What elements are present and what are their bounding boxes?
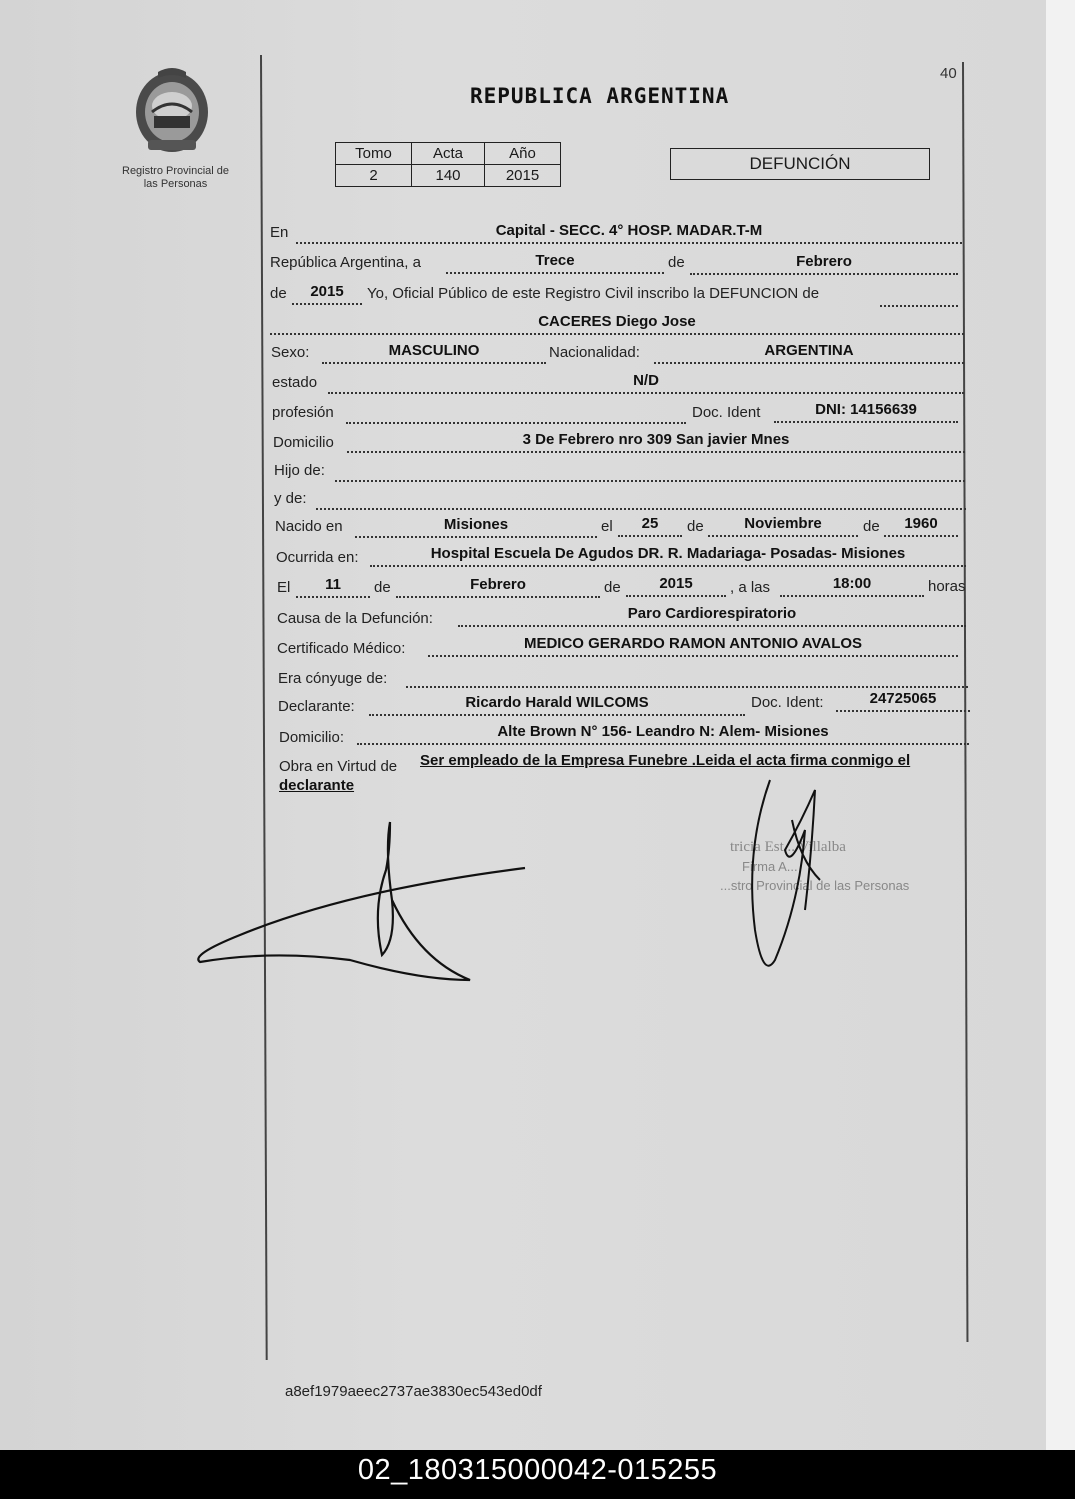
left-margin-line (260, 55, 268, 1360)
field-nacido-en: Misiones (355, 516, 597, 538)
record-type-box: DEFUNCIÓN (670, 148, 930, 180)
acta-value: 140 (412, 165, 485, 187)
stamp-line-2: Firma A... (742, 859, 798, 874)
stamp-line-1: tricia Est... Villalba (730, 839, 846, 855)
field-domicilio: 3 De Febrero nro 309 San javier Mnes (347, 431, 965, 453)
field-dia: Trece (446, 252, 664, 274)
label-certificado: Certificado Médico: (277, 640, 406, 657)
record-table (335, 142, 561, 187)
field-obra-line1: Ser empleado de la Empresa Funebre .Leida el acta firma conmigo el (420, 752, 911, 769)
field-nombre: CACERES Diego Jose (270, 313, 964, 335)
field-declarante-domicilio: Alte Brown N° 156- Leandro N: Alem- Misiones (357, 723, 969, 745)
label-sexo: Sexo: (271, 344, 310, 361)
label-domicilio: Domicilio (273, 434, 334, 451)
label-de-3: de (687, 518, 704, 535)
field-def-anio: 2015 (626, 575, 726, 597)
anio-header: Año (485, 143, 561, 165)
label-el-cap: El (277, 579, 291, 596)
document-title: REPUBLICA ARGENTINA (470, 84, 730, 108)
label-de-6: de (604, 579, 621, 596)
label-estado: estado (272, 374, 318, 391)
label-el: el (601, 518, 613, 535)
record-table-value-row (336, 165, 561, 187)
label-hijo-de: Hijo de: (274, 462, 325, 479)
field-def-hora: 18:00 (780, 575, 924, 597)
label-causa: Causa de la Defunción: (277, 610, 433, 627)
field-certificado: MEDICO GERARDO RAMON ANTONIO AVALOS (428, 635, 958, 657)
field-profesion (346, 402, 686, 424)
label-horas: horas (928, 578, 966, 595)
field-mes: Febrero (690, 253, 958, 275)
field-lugar: Capital - SECC. 4° HOSP. MADAR.T-M (296, 222, 962, 244)
field-sexo: MASCULINO (322, 342, 546, 364)
label-domicilio-2: Domicilio: (279, 729, 345, 746)
field-nacido-dia: 25 (618, 515, 682, 537)
field-def-mes: Febrero (396, 576, 600, 598)
page-edge (1046, 0, 1075, 1450)
label-oficial: Yo, Oficial Público de este Registro Civil inscribo la DEFUNCION de (367, 285, 820, 302)
field-nacido-anio: 1960 (884, 515, 958, 537)
field-def-dia: 11 (296, 576, 370, 598)
field-nacido-mes: Noviembre (708, 515, 858, 537)
label-declarante: Declarante: (278, 698, 355, 715)
label-doc-ident: Doc. Ident (692, 404, 761, 421)
tomo-value: 2 (336, 165, 412, 187)
registry-line-1: Registro Provincial de (122, 165, 229, 177)
label-y-de: y de: (274, 490, 307, 507)
field-nacionalidad: ARGENTINA (654, 342, 964, 364)
label-en: En (270, 224, 289, 241)
field-ocurrida-en: Hospital Escuela De Agudos DR. R. Madariaga- Posadas- Misiones (370, 545, 966, 567)
field-y-de (316, 488, 966, 510)
page-number: 40 (940, 65, 957, 82)
label-nacionalidad: Nacionalidad: (549, 344, 640, 361)
label-de-4: de (863, 518, 880, 535)
label-profesion: profesión (272, 404, 334, 421)
field-hijo-de (335, 460, 965, 482)
field-declarante-doc: 24725065 (836, 690, 970, 712)
label-de-5: de (374, 579, 391, 596)
document-hash: a8ef1979aeec2737ae3830ec543ed0df (285, 1383, 542, 1400)
stamp-line-3: ...stro Provincial de las Personas (720, 878, 910, 893)
label-a-las: , a las (730, 579, 771, 596)
tomo-header: Tomo (336, 143, 412, 165)
anio-value: 2015 (485, 165, 561, 187)
label-republica: República Argentina, a (270, 254, 421, 271)
record-table-header-row (336, 143, 561, 165)
field-estado: N/D (328, 372, 964, 394)
field-blank-oficial (880, 285, 958, 307)
official-signature (730, 770, 850, 980)
label-doc-ident-2: Doc. Ident: (751, 694, 824, 711)
label-de-1: de (668, 254, 685, 271)
label-nacido-en: Nacido en (275, 518, 343, 535)
registry-line-2: las Personas (143, 178, 208, 190)
field-obra-line2: declarante (279, 777, 355, 794)
field-declarante: Ricardo Harald WILCOMS (369, 694, 745, 716)
label-ocurrida-en: Ocurrida en: (276, 549, 359, 566)
registry-name (108, 165, 243, 191)
label-conyuge: Era cónyuge de: (278, 670, 388, 687)
field-causa: Paro Cardiorespiratorio (458, 605, 966, 627)
label-de-2: de (270, 285, 287, 302)
field-anio: 2015 (292, 283, 362, 305)
declarant-signature (180, 810, 540, 1010)
scan-id: 02_180315000042-015255 (357, 1454, 718, 1486)
field-conyuge (406, 666, 968, 688)
field-doc: DNI: 14156639 (774, 401, 958, 423)
acta-header: Acta (412, 143, 485, 165)
scan-id-bar (0, 1450, 1075, 1499)
provincial-crest-logo (130, 62, 214, 158)
label-obra: Obra en Virtud de (279, 758, 398, 775)
